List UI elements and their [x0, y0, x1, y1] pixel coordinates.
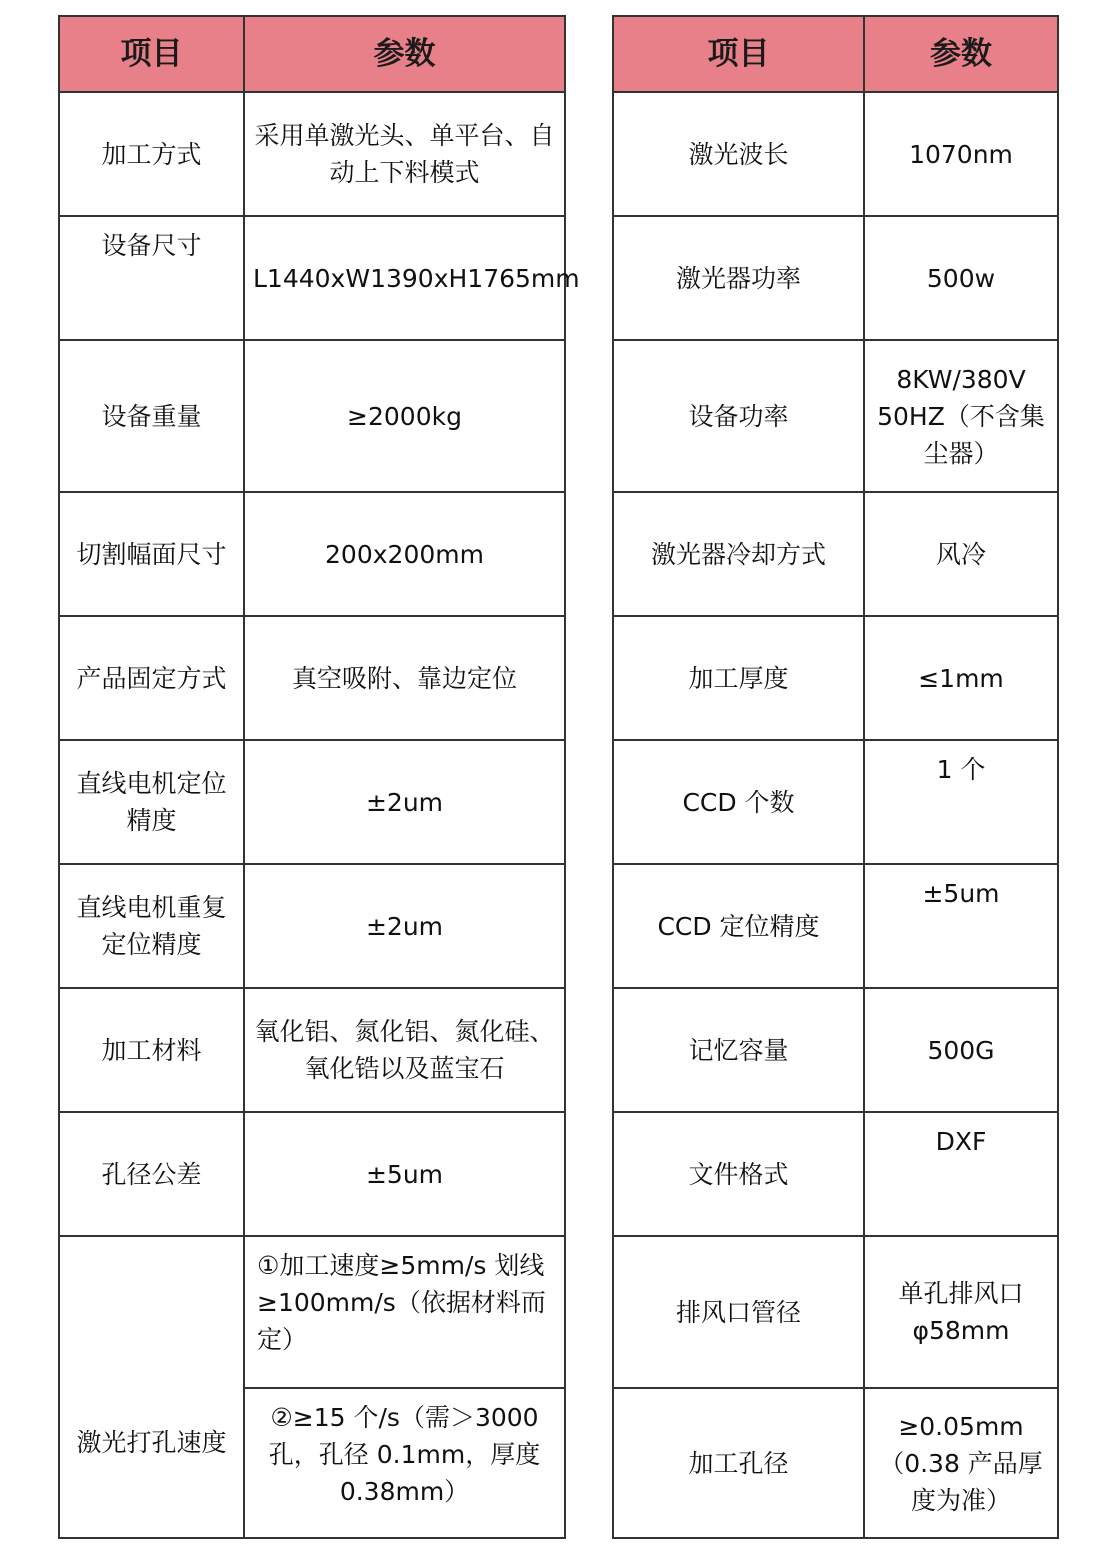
row-item: 直线电机重复定位精度: [59, 864, 244, 988]
table-row: [613, 988, 1058, 1112]
table-row: [59, 1112, 565, 1236]
table-row: [613, 864, 1058, 988]
row-value: ②≥15 个/s（需＞3000 孔，孔径 0.1mm，厚度 0.38mm）: [244, 1388, 565, 1538]
table-row: [613, 92, 1058, 216]
table-row: [59, 616, 565, 740]
row-item: 孔径公差: [59, 1112, 244, 1236]
table-row: [59, 92, 565, 216]
row-value: ≥2000kg: [244, 340, 565, 492]
row-item: CCD 定位精度: [613, 864, 864, 988]
row-item: 设备重量: [59, 340, 244, 492]
row-item: 切割幅面尺寸: [59, 492, 244, 616]
header-item: 项目: [59, 16, 244, 92]
row-item: 加工材料: [59, 988, 244, 1112]
row-value: 1070nm: [864, 92, 1058, 216]
row-value: L1440xW1390xH1765mm: [244, 216, 565, 340]
row-value: ±2um: [244, 864, 565, 988]
header-param: 参数: [244, 16, 565, 92]
table-header-row: [613, 16, 1058, 92]
row-value: 氧化铝、氮化铝、氮化硅、氧化锆以及蓝宝石: [244, 988, 565, 1112]
spec-table-right: [612, 15, 1059, 1539]
table-row: [613, 740, 1058, 864]
row-value: 采用单激光头、单平台、自动上下料模式: [244, 92, 565, 216]
row-value: ±5um: [864, 864, 1058, 988]
row-item: 加工厚度: [613, 616, 864, 740]
table-row: [613, 1112, 1058, 1236]
header-item: 项目: [613, 16, 864, 92]
row-item: 设备尺寸: [59, 216, 244, 340]
row-value: ±5um: [244, 1112, 565, 1236]
row-item: 加工孔径: [613, 1388, 864, 1538]
table-row: [613, 1236, 1058, 1388]
row-item: 排风口管径: [613, 1236, 864, 1388]
row-item: 设备功率: [613, 340, 864, 492]
table-row: [613, 216, 1058, 340]
table-row: [613, 616, 1058, 740]
table-row: [59, 988, 565, 1112]
table-row: [59, 1236, 565, 1388]
table-row: [59, 340, 565, 492]
row-value: 500w: [864, 216, 1058, 340]
table-row: [613, 492, 1058, 616]
row-item: 文件格式: [613, 1112, 864, 1236]
spec-table-left: [58, 15, 580, 1539]
table-row: [59, 864, 565, 988]
row-value: DXF: [864, 1112, 1058, 1236]
row-value: 真空吸附、靠边定位: [244, 616, 565, 740]
table-row: [59, 740, 565, 864]
row-value: 风冷: [864, 492, 1058, 616]
table-row: [59, 492, 565, 616]
row-value: 8KW/380V 50HZ（不含集尘器）: [864, 340, 1058, 492]
table-row: [613, 340, 1058, 492]
row-item: 产品固定方式: [59, 616, 244, 740]
header-param: 参数: [864, 16, 1058, 92]
row-item: 加工方式: [59, 92, 244, 216]
row-value: ≤1mm: [864, 616, 1058, 740]
row-value: 单孔排风口 φ58mm: [864, 1236, 1058, 1388]
row-value: 200x200mm: [244, 492, 565, 616]
table-row: [613, 1388, 1058, 1538]
row-item: 激光器冷却方式: [613, 492, 864, 616]
row-item: 激光器功率: [613, 216, 864, 340]
row-value: 500G: [864, 988, 1058, 1112]
row-value: 1 个: [864, 740, 1058, 864]
row-value: ①加工速度≥5mm/s 划线≥100mm/s（依据材料而定）: [244, 1236, 565, 1388]
table-header-row: [59, 16, 565, 92]
table-row: [59, 216, 565, 340]
row-item: 激光打孔速度: [59, 1236, 244, 1538]
row-item: 记忆容量: [613, 988, 864, 1112]
row-item: CCD 个数: [613, 740, 864, 864]
row-item: 直线电机定位精度: [59, 740, 244, 864]
row-value: ≥0.05mm（0.38 产品厚度为准）: [864, 1388, 1058, 1538]
row-item: 激光波长: [613, 92, 864, 216]
row-value: ±2um: [244, 740, 565, 864]
